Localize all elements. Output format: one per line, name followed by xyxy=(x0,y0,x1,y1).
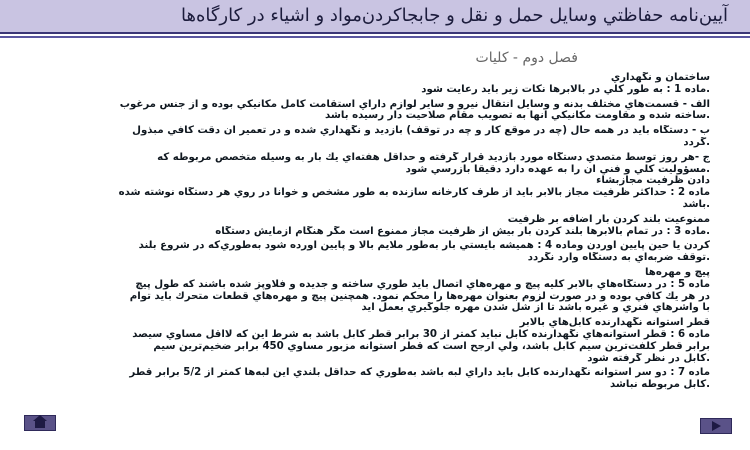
text-line: با واشرهاي فنري و غيره باشد تا از شل شدن مهره جلوگيري بعمل آيد xyxy=(361,302,710,314)
section-heading: دادن ظرفيت مجازبشاء xyxy=(596,175,710,187)
document-body xyxy=(20,72,710,391)
next-page-button[interactable] xyxy=(700,418,732,434)
text-line: ب - دستگاه بايد در همه حال (چه در موقع كار و چه در توقف) بازديد و نگهداري شده و در تعمير آن دقت كافي مبذول xyxy=(132,125,710,137)
text-line: .كابل در نظر گرفته شود xyxy=(587,352,710,364)
text-line: .مسؤوليت كلي و فني آن را به عهده دارد دقيقاً بازرسي شود xyxy=(405,163,710,175)
text-line: ماده 7 : دو سر استوانه نگهدارنده كابل بايد داراي لبه باشد به‌طوري كه حداقل بلندي اين لبه‌ها كمتر از 5/2 برابر قطر xyxy=(129,367,710,379)
section-heading: پيچ و مهره‌ها xyxy=(644,266,710,278)
text-line: ماده 2 : حداكثر ظرفيت مجاز بالابر بايد از طرف كارخانه سازنده به طور مشخص و خوانا در روي هر دستگاه نوشته شده xyxy=(118,187,710,199)
section-heading: قطر استوانه نگهدارنده كابل‌هاي بالابر xyxy=(519,317,710,329)
next-arrow-icon xyxy=(712,421,721,431)
text-line: .ماده 1 : به طور كلي در بالابرها نكات زير بايد رعايت شود xyxy=(421,83,710,95)
text-line: الف - قسمت‌هاي مختلف بدنه و وسايل انتقال نيرو و ساير لوازم داراي استقامت كامل مكانيكي بوده و از جنس مرغوب xyxy=(119,98,710,110)
text-line: .ساخته شده و مقاومت مكانيكي آنها به تصويب مقام صلاحيت دار رسيده باشد xyxy=(325,110,710,122)
text-line: .گردد xyxy=(683,136,710,148)
text-line: .ماده 3 : در تمام بالابرها بلند كردن بار بيش از ظرفيت مجاز ممنوع است مگر هنگام آزمايش دستگاه xyxy=(215,225,710,237)
chapter-subtitle: فصل دوم - كليات xyxy=(475,50,578,66)
text-line: برابر قطر كلفت‌ترين سيم كابل باشد، ولي ارجح است كه قطر استوانه مزبور مساوي 450 برابر ضخيم‌ترين سيم xyxy=(153,340,710,352)
text-line: .توقف ضربه‌اي به دستگاه وارد نگردد xyxy=(527,252,710,264)
text-line: .كابل مربوطه نباشد xyxy=(610,379,710,391)
text-line: .باشد xyxy=(682,198,710,210)
section-heading: ساختمان و نگهداري xyxy=(610,72,710,83)
title-bar xyxy=(0,0,750,34)
title-divider xyxy=(0,36,750,38)
text-line: در هر يك كافي بوده و در صورت لزوم بعنوان مهره‌ها را محكم نمود. همچنين پيچ و مهره‌هاي قطعات متحرك بايد توام xyxy=(129,290,710,302)
section-heading: ممنوعيت بلند كردن بار اضافه بر ظرفيت xyxy=(507,213,710,225)
page-title: آيين‌نامه حفاظتي وسايل حمل و نقل و جابجاكردن‌مواد و اشياء در كارگاه‌ها xyxy=(180,5,728,26)
text-line: ج -هر روز توسط متصدي دستگاه مورد بازديد قرار گرفته و حداقل هفته‌اي يك بار به وسيله متخصص مربوطه كه xyxy=(157,151,710,163)
text-line: ماده 5 : در دستگاه‌هاي بالابر كليه پيچ و مهره‌هاي اتصال بايد طوري ساخته و جديده و فلاوپز شده باشند كه طول پيچ xyxy=(135,278,710,290)
text-line: ماده 6 : قطر استوانه‌هاي نگهدارنده كابل نبايد كمتر از 30 برابر قطر كابل باشد به شرط اين كه لااقل مساوي سيصد xyxy=(132,328,710,340)
home-icon xyxy=(35,421,45,428)
home-button[interactable] xyxy=(24,415,56,431)
text-line: كردن يا حين پايين آوردن وماده 4 : هميشه بايستي بار به‌طور ملايم بالا و پايين آورده شود به‌طوري‌كه در شروع بلند xyxy=(138,240,710,252)
